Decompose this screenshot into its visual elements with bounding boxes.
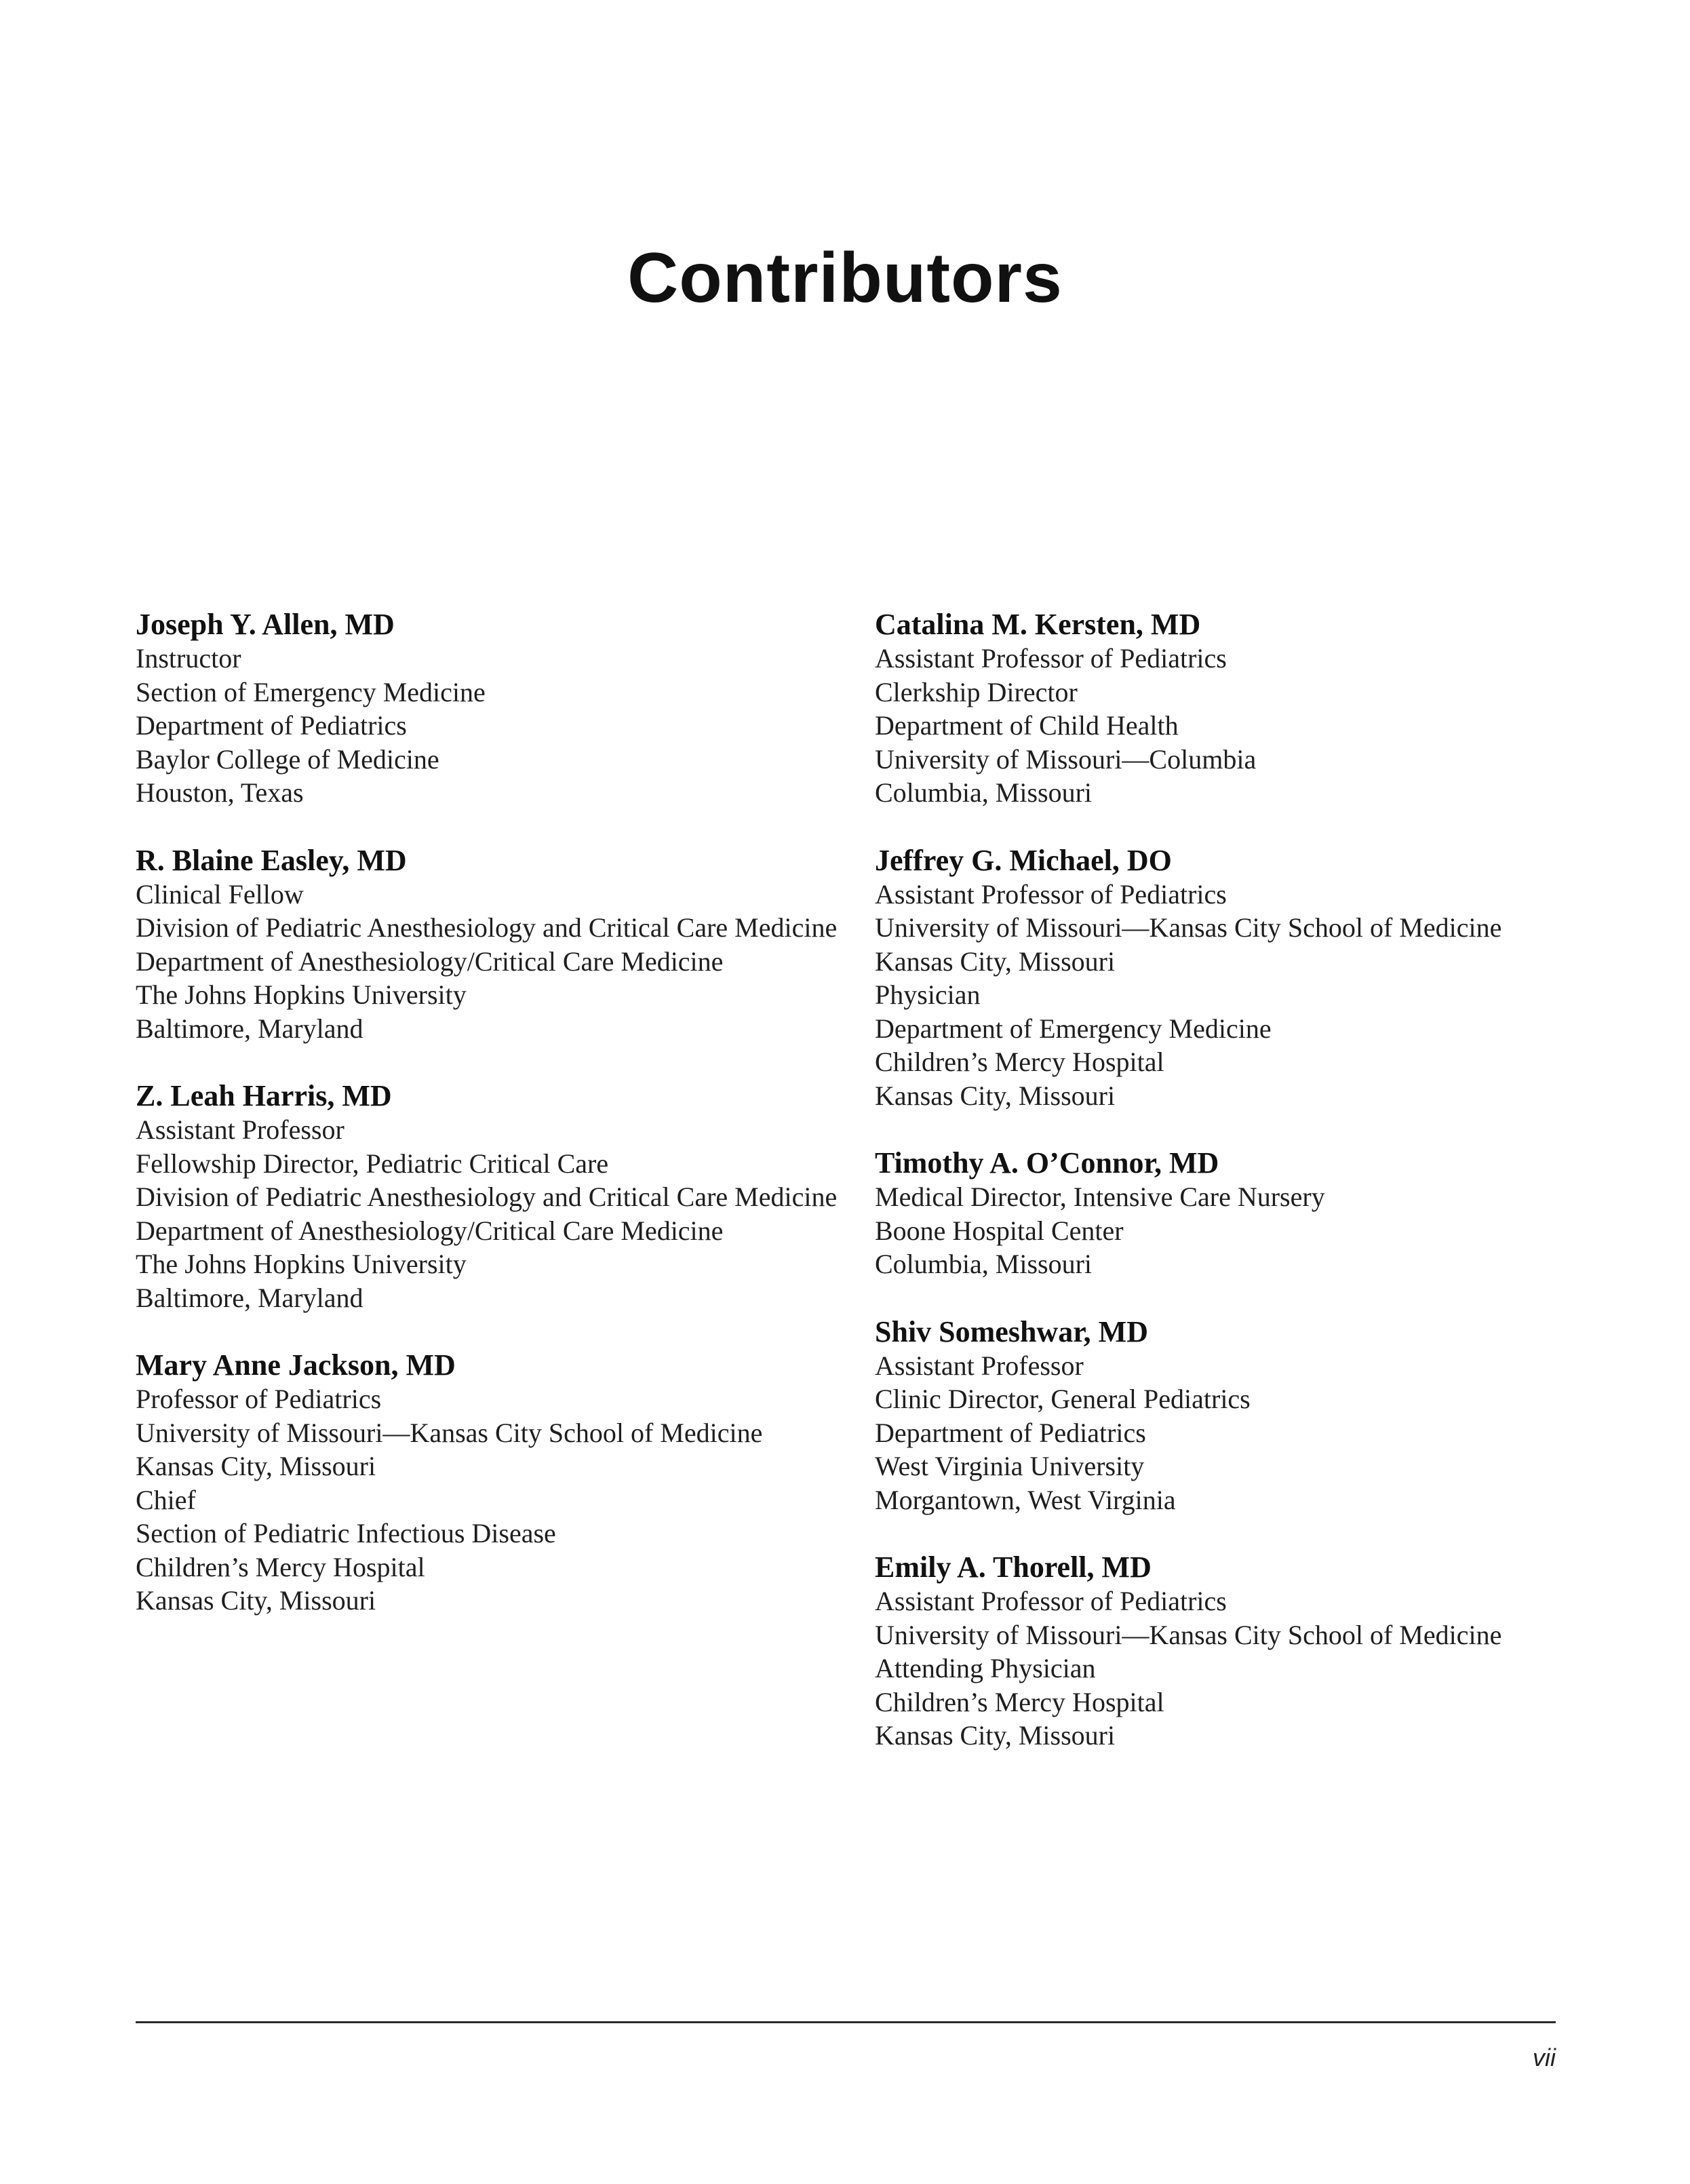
- contributor-affiliation-line: Section of Pediatric Infectious Disease: [136, 1518, 556, 1548]
- contributor-name: Timothy A. O’Connor, MD: [875, 1146, 1219, 1179]
- contributor-affiliation-line: Physician: [875, 979, 981, 1010]
- contributor-affiliation-line: Columbia, Missouri: [875, 1249, 1093, 1279]
- contributor-affiliation-line: Division of Pediatric Anesthesiology and Critical Care Medicine: [136, 912, 838, 943]
- contributor-entry: [875, 608, 1628, 810]
- contributor-affiliation-line: Department of Pediatrics: [136, 710, 407, 741]
- contributor-affiliation-line: The Johns Hopkins University: [136, 979, 467, 1010]
- contributor-name: Catalina M. Kersten, MD: [875, 608, 1201, 641]
- contributor-affiliation-line: Columbia, Missouri: [875, 777, 1093, 808]
- contributor-entry: [136, 1348, 888, 1618]
- contributor-affiliation-line: Children’s Mercy Hospital: [875, 1686, 1164, 1717]
- footer-rule: [136, 2021, 1556, 2023]
- contributor-name: Shiv Someshwar, MD: [875, 1314, 1148, 1348]
- contributor-affiliation-line: Kansas City, Missouri: [875, 1080, 1116, 1111]
- contributor-affiliation-line: Fellowship Director, Pediatric Critical Care: [136, 1148, 609, 1179]
- contributor-affiliation-line: Assistant Professor of Pediatrics: [875, 643, 1227, 674]
- contributor-affiliation-line: Department of Anesthesiology/Critical Care Medicine: [136, 1215, 724, 1246]
- contributor-name: Z. Leah Harris, MD: [136, 1079, 392, 1112]
- contributor-affiliation-line: Kansas City, Missouri: [875, 1720, 1116, 1751]
- contributor-affiliation-line: Division of Pediatric Anesthesiology and Critical Care Medicine: [136, 1182, 838, 1212]
- contributor-affiliation-line: Baltimore, Maryland: [136, 1282, 363, 1313]
- contributor-affiliation-line: Assistant Professor of Pediatrics: [875, 878, 1227, 910]
- contributor-affiliation-line: Professor of Pediatrics: [136, 1384, 382, 1414]
- contributor-affiliation-line: Attending Physician: [875, 1653, 1096, 1683]
- contributor-affiliation-line: Baylor College of Medicine: [136, 743, 439, 775]
- page-title: Contributors: [627, 239, 1063, 317]
- contributor-affiliation-line: The Johns Hopkins University: [136, 1249, 467, 1279]
- contributor-affiliation-line: Children’s Mercy Hospital: [875, 1047, 1164, 1077]
- contributor-affiliation-line: Baltimore, Maryland: [136, 1013, 363, 1044]
- contributor-affiliation-line: Clerkship Director: [875, 676, 1078, 707]
- contributor-affiliation-line: University of Missouri—Columbia: [875, 743, 1257, 775]
- contributor-entry: [875, 844, 1628, 1113]
- contributor-affiliation-line: Instructor: [136, 643, 241, 674]
- contributor-entry: [875, 1146, 1628, 1281]
- contributor-affiliation-line: Department of Pediatrics: [875, 1417, 1146, 1448]
- contributors-left-column: [136, 608, 888, 1652]
- contributor-entry: [136, 844, 888, 1046]
- contributor-affiliation-line: University of Missouri—Kansas City School of Medicine: [875, 912, 1502, 943]
- contributor-affiliation-line: Kansas City, Missouri: [136, 1451, 376, 1481]
- contributor-name: Jeffrey G. Michael, DO: [875, 843, 1172, 877]
- contributor-name: R. Blaine Easley, MD: [136, 843, 407, 877]
- contributor-affiliation-line: Houston, Texas: [136, 777, 304, 808]
- contributor-affiliation-line: Chief: [136, 1484, 196, 1515]
- contributor-affiliation-line: Boone Hospital Center: [875, 1215, 1124, 1246]
- contributor-affiliation-line: University of Missouri—Kansas City School of Medicine: [136, 1417, 763, 1448]
- contributor-affiliation-line: Assistant Professor: [875, 1350, 1084, 1381]
- contributor-affiliation-line: Children’s Mercy Hospital: [136, 1551, 425, 1582]
- contributor-affiliation-line: Clinical Fellow: [136, 878, 304, 910]
- contributor-affiliation-line: Section of Emergency Medicine: [136, 676, 486, 707]
- contributor-affiliation-line: Medical Director, Intensive Care Nursery: [875, 1182, 1325, 1212]
- contributor-name: Emily A. Thorell, MD: [875, 1551, 1152, 1584]
- contributor-affiliation-line: Department of Child Health: [875, 710, 1179, 741]
- contributor-affiliation-line: Kansas City, Missouri: [875, 945, 1116, 977]
- contributor-affiliation-line: University of Missouri—Kansas City School of Medicine: [875, 1619, 1502, 1650]
- contributor-entry: [136, 608, 888, 810]
- contributors-right-column: [875, 608, 1628, 1787]
- contributor-affiliation-line: Morgantown, West Virginia: [875, 1484, 1176, 1515]
- contributor-entry: [875, 1551, 1628, 1753]
- contributor-affiliation-line: Assistant Professor of Pediatrics: [875, 1586, 1227, 1616]
- contributor-entry: [136, 1079, 888, 1314]
- contributor-affiliation-line: West Virginia University: [875, 1451, 1145, 1481]
- contributor-name: Joseph Y. Allen, MD: [136, 608, 395, 641]
- contributor-affiliation-line: Department of Emergency Medicine: [875, 1013, 1272, 1044]
- contributor-affiliation-line: Assistant Professor: [136, 1114, 345, 1145]
- contributor-affiliation-line: Clinic Director, General Pediatrics: [875, 1384, 1251, 1414]
- contributor-entry: [875, 1315, 1628, 1517]
- contributor-affiliation-line: Kansas City, Missouri: [136, 1585, 376, 1616]
- contributor-affiliation-line: Department of Anesthesiology/Critical Care Medicine: [136, 945, 724, 977]
- contributor-name: Mary Anne Jackson, MD: [136, 1348, 456, 1382]
- page-number: vii: [1533, 2044, 1556, 2071]
